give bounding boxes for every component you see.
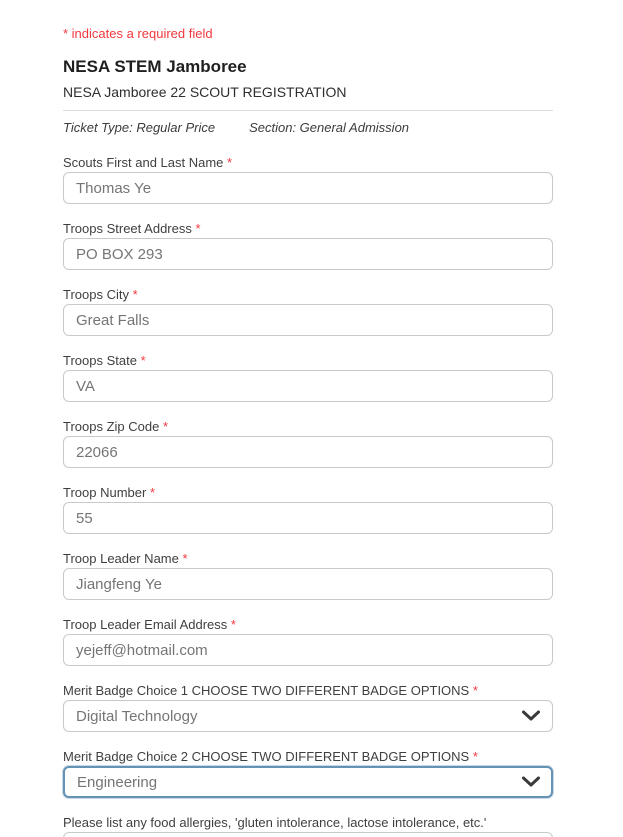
field-label: Troop Leader Name * [63,551,188,566]
city-input[interactable] [63,304,553,336]
field-label: Troops Zip Code * [63,419,169,434]
required-asterisk: * [472,749,478,764]
required-asterisk: * [472,683,478,698]
field-troop-number [63,485,553,534]
field-street-address [63,221,553,270]
field-label: Troop Leader Email Address * [63,617,236,632]
field-merit-badge-2 [63,749,553,798]
form-fields [63,155,553,837]
required-asterisk: * [149,485,156,500]
merit-badge-2-select[interactable] [63,766,553,798]
page-subtitle: NESA Jamboree 22 SCOUT REGISTRATION [63,84,347,100]
field-label: Troops Street Address * [63,221,201,236]
field-merit-badge-1 [63,683,553,732]
divider [63,110,553,111]
required-asterisk: * [227,155,233,170]
zip-code-input[interactable] [63,436,553,468]
merit-badge-2-select-wrap [63,766,553,798]
food-allergies-input[interactable] [63,832,553,837]
troop-number-input[interactable] [63,502,553,534]
required-asterisk: * [230,617,236,632]
required-asterisk: * [182,551,188,566]
leader-email-input[interactable] [63,634,553,666]
ticket-type-text: Ticket Type: Regular Price [63,120,216,135]
required-field-note: * indicates a required field [63,26,213,41]
ticket-meta [63,120,553,136]
required-asterisk: * [132,287,138,302]
field-label: Troops State * [63,353,146,368]
scout-name-input[interactable] [63,172,553,204]
state-input[interactable] [63,370,553,402]
field-label: Merit Badge Choice 1 CHOOSE TWO DIFFERENT BADGE OPTIONS * [63,683,478,698]
street-address-input[interactable] [63,238,553,270]
field-label: Merit Badge Choice 2 CHOOSE TWO DIFFERENT BADGE OPTIONS * [63,749,478,764]
field-leader-name [63,551,553,600]
merit-badge-1-select-wrap [63,700,553,732]
field-food-allergies [63,815,553,837]
required-asterisk: * [140,353,146,368]
field-city [63,287,553,336]
merit-badge-1-select[interactable] [63,700,553,732]
field-scout-name [63,155,553,204]
page-title: NESA STEM Jamboree [63,57,247,76]
field-label: Troop Number * [63,485,156,500]
section-text: Section: General Admission [249,120,410,135]
field-label: Scouts First and Last Name * [63,155,233,170]
field-label: Please list any food allergies, 'gluten intolerance, lactose intolerance, etc.' [63,815,487,830]
field-state [63,353,553,402]
field-label: Troops City * [63,287,138,302]
leader-name-input[interactable] [63,568,553,600]
required-asterisk: * [162,419,169,434]
required-asterisk: * [195,221,201,236]
field-zip-code [63,419,553,468]
field-leader-email [63,617,553,666]
